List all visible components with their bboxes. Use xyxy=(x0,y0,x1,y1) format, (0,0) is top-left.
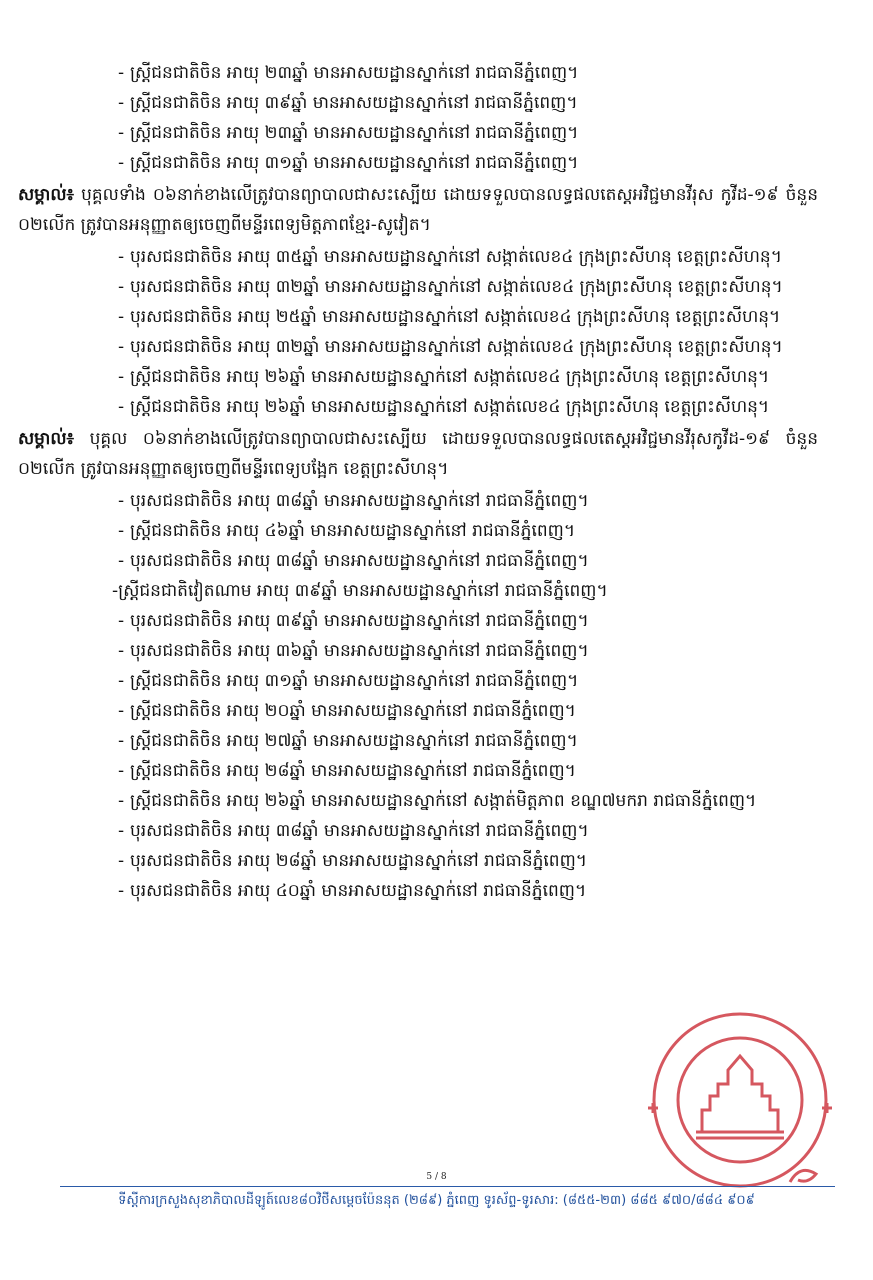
list-item: - ស្ត្រីជនជាតិចិន អាយុ ២៨ឆ្នាំ មានអាសយដ្ឋានស្នាក់នៅ រាជធានីភ្នំពេញ។ xyxy=(118,756,818,786)
note-text: បុគ្គល ០៦នាក់ខាងលើត្រូវបានព្យាបាលជាសះស្បើយ ដោយទទួលបានលទ្ធផលតេស្តអវិជ្ជមានវីរុសកូវីដ-១៩ ចំនួន ០២លើក ត្រូវបានអនុញ្ញាតឲ្យចេញពីមន្ទីរពេទ្យបង្អែក ខេត្តព្រះសីហនុ។ xyxy=(18,429,818,479)
note-paragraph-1 xyxy=(18,180,818,240)
group-1-list xyxy=(118,58,818,178)
list-item: - ស្ត្រីជនជាតិចិន អាយុ ៣៩ឆ្នាំ មានអាសយដ្ឋានស្នាក់នៅ រាជធានីភ្នំពេញ។ xyxy=(118,88,818,118)
list-item: - ស្ត្រីជនជាតិចិន អាយុ ២៦ឆ្នាំ មានអាសយដ្ឋានស្នាក់នៅ សង្កាត់លេខ៤ ក្រុងព្រះសីហនុ ខេត្តព្រះសីហនុ។ xyxy=(118,362,818,392)
list-item: - បុរសជនជាតិចិន អាយុ ៣៩ឆ្នាំ មានអាសយដ្ឋានស្នាក់នៅ រាជធានីភ្នំពេញ។ xyxy=(118,606,818,636)
list-item: - បុរសជនជាតិចិន អាយុ ៣៨ឆ្នាំ មានអាសយដ្ឋានស្នាក់នៅ រាជធានីភ្នំពេញ។ xyxy=(118,816,818,846)
list-item: - ស្ត្រីជនជាតិចិន អាយុ ៤៦ឆ្នាំ មានអាសយដ្ឋានស្នាក់នៅ រាជធានីភ្នំពេញ។ xyxy=(118,516,818,546)
note-text: បុគ្គលទាំង ០៦នាក់ខាងលើត្រូវបានព្យាបាលជាសះស្បើយ ដោយទទួលបានលទ្ធផលតេស្តអវិជ្ជមានវីរុស កូវីដ-១៩ ចំនួន ០២លើក ត្រូវបានអនុញ្ញាតឲ្យចេញពីមន្ទីរពេទ្យមិត្តភាពខ្មែរ-សូវៀត។ xyxy=(18,185,818,235)
list-item: - ស្ត្រីជនជាតិចិន អាយុ ២០ឆ្នាំ មានអាសយដ្ឋានស្នាក់នៅ រាជធានីភ្នំពេញ។ xyxy=(118,696,818,726)
list-item: - បុរសជនជាតិចិន អាយុ ៤០ឆ្នាំ មានអាសយដ្ឋានស្នាក់នៅ រាជធានីភ្នំពេញ។ xyxy=(118,876,818,906)
list-item: - ស្ត្រីជនជាតិចិន អាយុ ២៣ឆ្នាំ មានអាសយដ្ឋានស្នាក់នៅ រាជធានីភ្នំពេញ។ xyxy=(118,118,818,148)
group-3-list xyxy=(112,486,818,906)
list-item: - បុរសជនជាតិចិន អាយុ ៣៥ឆ្នាំ មានអាសយដ្ឋានស្នាក់នៅ សង្កាត់លេខ៤ ក្រុងព្រះសីហនុ ខេត្តព្រះសីហនុ។ xyxy=(118,242,818,272)
list-item: - ស្ត្រីជនជាតិចិន អាយុ ២៧ឆ្នាំ មានអាសយដ្ឋានស្នាក់នៅ រាជធានីភ្នំពេញ។ xyxy=(118,726,818,756)
note-paragraph-2 xyxy=(18,424,818,484)
list-item: - ស្ត្រីជនជាតិចិន អាយុ ៣១ឆ្នាំ មានអាសយដ្ឋានស្នាក់នៅ រាជធានីភ្នំពេញ។ xyxy=(118,148,818,178)
page-number: 5 / 8 xyxy=(426,1172,447,1182)
list-item: - បុរសជនជាតិចិន អាយុ ៣៦ឆ្នាំ មានអាសយដ្ឋានស្នាក់នៅ រាជធានីភ្នំពេញ។ xyxy=(118,636,818,666)
list-item: - បុរសជនជាតិចិន អាយុ ៣៨ឆ្នាំ មានអាសយដ្ឋានស្នាក់នៅ រាជធានីភ្នំពេញ។ xyxy=(118,486,818,516)
list-item: - បុរសជនជាតិចិន អាយុ ៣៨ឆ្នាំ មានអាសយដ្ឋានស្នាក់នៅ រាជធានីភ្នំពេញ។ xyxy=(118,546,818,576)
official-seal-icon xyxy=(640,1000,840,1200)
group-2-list xyxy=(118,242,818,422)
document-body xyxy=(18,58,818,906)
list-item: - ស្ត្រីជនជាតិចិន អាយុ ៣១ឆ្នាំ មានអាសយដ្ឋានស្នាក់នៅ រាជធានីភ្នំពេញ។ xyxy=(118,666,818,696)
note-label: សម្គាល់៖ xyxy=(18,429,75,449)
list-item: - ស្ត្រីជនជាតិចិន អាយុ ២៦ឆ្នាំ មានអាសយដ្ឋានស្នាក់នៅ សង្កាត់លេខ៤ ក្រុងព្រះសីហនុ ខេត្តព្រះសីហនុ។ xyxy=(118,392,818,422)
list-item: -ស្ត្រីជនជាតិវៀតណាម អាយុ ៣៩ឆ្នាំ មានអាសយដ្ឋានស្នាក់នៅ រាជធានីភ្នំពេញ។ xyxy=(112,581,608,601)
footer-divider xyxy=(60,1186,835,1187)
list-item: - បុរសជនជាតិចិន អាយុ ២៨ឆ្នាំ មានអាសយដ្ឋានស្នាក់នៅ រាជធានីភ្នំពេញ។ xyxy=(118,846,818,876)
list-item: - បុរសជនជាតិចិន អាយុ ២៥ឆ្នាំ មានអាសយដ្ឋានស្នាក់នៅ សង្កាត់លេខ៤ ក្រុងព្រះសីហនុ ខេត្តព្រះសីហនុ។ xyxy=(118,302,818,332)
note-label: សម្គាល់៖ xyxy=(18,185,75,205)
list-item: - ស្ត្រីជនជាតិចិន អាយុ ២៦ឆ្នាំ មានអាសយដ្ឋានស្នាក់នៅ សង្កាត់មិត្តភាព ខណ្ឌ៧មករា រាជធានីភ្នំពេញ។ xyxy=(118,786,818,816)
list-item: - បុរសជនជាតិចិន អាយុ ៣២ឆ្នាំ មានអាសយដ្ឋានស្នាក់នៅ សង្កាត់លេខ៤ ក្រុងព្រះសីហនុ ខេត្តព្រះសីហនុ។ xyxy=(118,272,818,302)
footer-address: ទីស្តីការក្រសួងសុខាភិបាលដីឡូត៍លេខ៨០វិថីសម្តេចប៉ែននុត (២៨៩) ភ្នំពេញ ទូរស័ព្ទ-ទូរសារ: (៨៥៥-២៣) ៨៨៥ ៩៧០/៨៨៤ ៩០៩ xyxy=(118,1193,755,1208)
list-item: - ស្ត្រីជនជាតិចិន អាយុ ២៣ឆ្នាំ មានអាសយដ្ឋានស្នាក់នៅ រាជធានីភ្នំពេញ។ xyxy=(118,58,818,88)
list-item: - បុរសជនជាតិចិន អាយុ ៣២ឆ្នាំ មានអាសយដ្ឋានស្នាក់នៅ សង្កាត់លេខ៤ ក្រុងព្រះសីហនុ ខេត្តព្រះសីហនុ។ xyxy=(118,332,818,362)
